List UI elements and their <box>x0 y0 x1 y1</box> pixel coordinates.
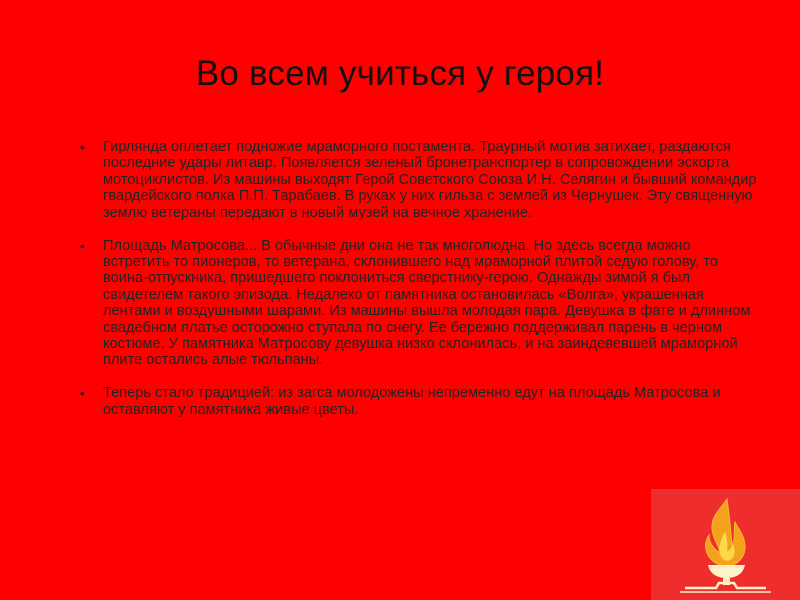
bullet-item-1 <box>80 139 760 221</box>
bullet-marker: • <box>80 237 85 254</box>
bullet-item-3 <box>80 385 760 418</box>
bullet-marker: • <box>80 385 85 402</box>
bullet-list <box>80 139 760 435</box>
eternal-flame-image <box>651 489 800 600</box>
bullet-text: Гирлянда оплетает подножие мраморного постамента. Траурный мотив затихает, раздаются последние удары литавр. Появляется зеленый бронетранспортер в сопровождении эскорта мотоциклистов. Из машины выходят Герой Советского Союза И.Н. Селягин и бывший командир гвардейского полка П.П. Тарабаев. В руках у них гильза с землей из Чернушек. Эту священную землю ветераны передают в новый музей на вечное хранение. <box>103 139 757 221</box>
bullet-marker: • <box>80 139 85 155</box>
bullet-text: Площадь Матросова... В обычные дни она не так многолюдна. Но здесь всегда можно встретить то пионеров, то ветерана, склонившего над мраморной плитой седую голову, то воина-отпускника, пришедшего поклониться сверстнику-герою. Однажды зимой я был свидетелем такого эпизода. Недалеко от памятника остановилась «Волга», украшенная лентами и воздушными шарами. Из машины вышла молодая пара. Девушка в фате и длинном свадебном платье осторожно ступала по снегу. Ее бережно поддерживал парень в черном костюме. У памятника Матросову девушка низко склонилась, и на заиндевевшей мраморной плите остались алые тюльпаны. <box>103 237 751 369</box>
eternal-flame-icon <box>651 489 800 600</box>
slide-title: Во всем учиться у героя! <box>195 54 605 93</box>
bullet-text: Теперь стало традицией: из загса молодожены непременно едут на площадь Матросова и оставляют у памятника живые цветы. <box>103 385 721 418</box>
bullet-item-2 <box>80 238 760 369</box>
